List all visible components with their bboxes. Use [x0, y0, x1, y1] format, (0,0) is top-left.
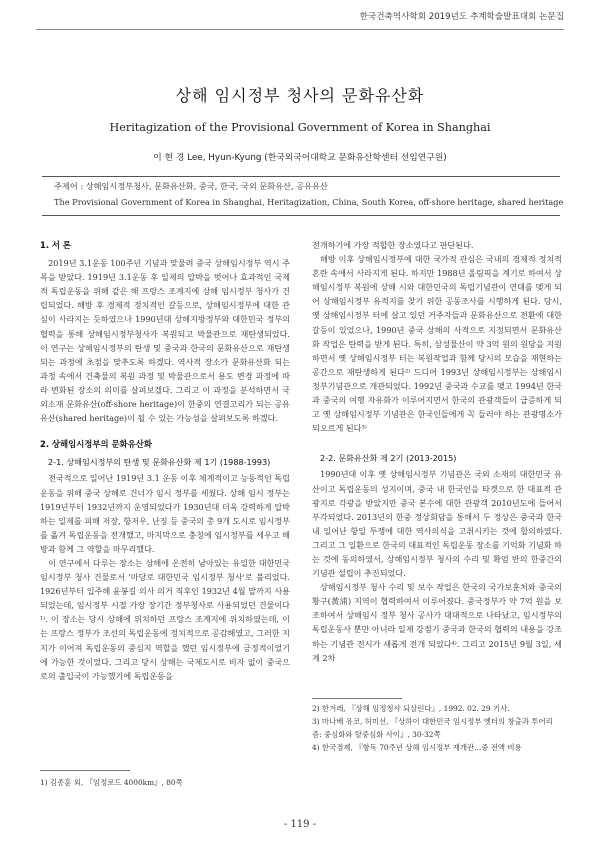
- footnote: 2) 한겨레, 『상해 임정청사 되살린다』, 1992. 02. 29 기사.: [312, 704, 510, 713]
- body-paragraph: 전국적으로 일어난 1919년 3.1 운동 이후 체계적이고 능동적인 독립운동을 위해 중국 상해로 건너가 임시 정부를 세웠다. 상해 임시 정부는 1919년부터 1932년까지 운영되었다가 1930년대 더욱 강력하게 압박하는 일제를 피해 저장, 항저우, 난징 등 중국의 총 9개 도시로 임시정부를 옮겨 독립운동을 전개했고, 마지막으로 충칭에 임시정부를 세우고 해방과 함께 그 역할을 마무리했다.: [40, 473, 290, 554]
- section-heading-intro: 1. 서 론: [40, 240, 72, 250]
- body-paragraph: 이 연구에서 다루는 장소는 상해에 온전히 남아있는 유일한 대한민국 임시정부 청사 건물로서 '마당로 대한민국 임시정부 청사'로 불리었다. 1926년부터 입주해 윤봉길 의사 의거 직후인 1932년 4월 말까지 사용되었는데, 임시정부 시절 가장 장기간 정부청사로 사용되었던 건물이다¹⁾. 이 장소는 당시 상해에 위치하던 프랑스 조계지에 위치하였는데, 이는 프랑스 정부가 조선의 독립운동에 정치적으로 공감해였고, 그러한 지지가 이어져 독립운동의 중심지 역할을 했던 임시정부에 긍정적이었기에 가능한 것이었다. 그리고 당시 상해는 국제도시로 비자 없이 중국으로의 출입국이 가능했기에 독립운동을: [40, 557, 290, 681]
- subsection-heading-2-1: 2-1. 상해임시정부의 탄생 및 문화유산화 제 1기 (1988-1993): [48, 457, 271, 468]
- left-column: [40, 238, 290, 683]
- body-paragraph: 전개하기에 가장 적합한 장소였다고 판단된다.: [312, 240, 474, 250]
- section-heading-heritagization: 2. 상해임시정부의 문화유산화: [40, 439, 152, 450]
- keywords-english: The Provisional Government of Korea in Shanghai, Heritagization, China, South Korea, off-shore heritage, shared heritage: [54, 197, 564, 207]
- footnote: 4) 한국경제, 『항독 70주년 상해 임시정부 재개관...중 전액 비용: [312, 743, 522, 752]
- subsection-heading-2-2: 2-2. 문화유산화 제 2기 (2013-2015): [320, 453, 457, 464]
- body-paragraph: 해방 이후 상해임시정부에 대한 국가적 관심은 국내의 경제적 정치적 혼란 속에서 사라지게 된다. 하지만 1988년 올림픽을 계기로 하여서 상해임시정부 복원에 상해 시와 대한민국의 독립기념관이 연대를 맺게 되어 상해임시정부 유적지를 찾기 위한 공동조사를 시행하게 된다. 당시, 옛 상해임시정부 터에 살고 있던 거주자들과 문화유산으로 전환에 대한 갈등이 있었으나, 1990년 중국 상해의 사적으로 지정되면서 문화유산화 작업은 탄력을 받게 된다. 특히, 삼성물산이 약 3억 원의 원당을 지원하면서 옛 상해임시정부 터는 복원작업과 함께 당시의 모습을 재현하는 공간으로 재탄생하게 된다²⁾ 드디어 1993년 상해임시정부는 상해임시정부기념관으로 개관되었다. 1992년 중국과 수교를 맺고 1994년 한국과 중국의 여행 자유화가 이루어지면서 한국의 관광객들이 급증하게 되고 옛 상해임시정부 기념관은 한국인들에게 꼭 들러야 하는 관광명소가 되오르게 된다³⁾: [312, 254, 562, 434]
- running-header: [0, 0, 600, 40]
- intro-paragraph: 2019년 3.1운동 100주년 기념과 맞물려 중국 상해임시정부 역시 주목을 받았다. 1919년 3.1운동 후 일제의 압박을 벗어나 효과적인 국제적 독립운동을 위해 같은 해 프랑스 조계지에 상해 임시정부 청사가 건립되었다. 해방 후 경제적 정치적인 갈등으로, 상해임시정부에 대한 관심이 사라지는 듯하였으나 1990년대 상해지방정부와 대한민국 정부의 협력을 통해 상해임시정부청사가 복원되고 박물관으로 재탄생되었다. 이 연구는 상해임시정부의 탄생 및 중국과 한국의 문화유산으로 재탄생되는 과정에 초점을 맞추도록 하겠다. 역사적 장소가 문화유산화 되는 과정 속에서 건축물의 복원 과정 및 박물관으로서 용도 변경 과정에 따라 변화된 장소의 의미를 살펴보겠다. 그리고 이 과정을 분석하면서 국외소재 문화유산(off-shore heritage)이 한중의 연결고리가 되는 공유유산(shared heritage)이 될 수 있는 가능성을 살펴보도록 하겠다.: [40, 258, 290, 424]
- body-paragraph: 상해임시정부 청사 수리 및 보수 작업은 한국의 국가보훈처와 중국의 황구(黃浦) 지역이 협력하여서 이루어졌다. 중국정부가 약 7억 원을 보조하여서 상해임시 정부 청사 공사가 대대적으로 나타났고, 임시정부의 독립운동사 뿐만 아니라 일제 강점기 중국과 한국의 협력의 내용을 강조하는 기념관 전시가 새롭게 전개 되었다⁴⁾. 그리고 2015년 9월 3일, 세계 2차: [312, 582, 562, 663]
- footnote-rule: [312, 698, 402, 699]
- footnote: 1) 김종훈 외, 『임정로드 4000km』, 80쪽: [40, 778, 183, 787]
- body-paragraph: 1990년대 이후 옛 상해임시정부 기념관은 국외 소재의 대한민국 유산이고 독립운동의 성지이며, 중국 내 한국인을 타겟으로 한 대표적 관광지로 각광을 받았지만 중국 본수에 대한 관광객 2010년도에 들어서 부각되었다. 2013년의 한중 정상회담을 통해서 두 정상은 중국과 한국 내 일어난 항일 투쟁에 대한 역사의식을 고취시키는 것에 합의하였다. 그리고 그 일환으로 한국의 대표적인 독립운동 장소를 기억화 기념화 하는 것에 동의하였서, 상해임시정부 청사의 수리 및 확엄 반의 한중간의 기념관 설립이 추진되었다.: [312, 469, 562, 579]
- paper-subtitle: Heritagization of the Provisional Government of Korea in Shanghai: [109, 121, 491, 134]
- header-rule: [36, 29, 564, 30]
- footnote: 3) 마나베 유코, 허미선, 『상하이 대한민국 임시정부 옛터의 창출과 투어리즘: 중심화와 탈중심화 사이』, 30-32쪽: [312, 717, 553, 739]
- page-number: - 119 -: [283, 819, 317, 830]
- right-column: [312, 238, 562, 665]
- keywords-box: [42, 176, 564, 216]
- footnotes-right: [312, 702, 562, 754]
- keywords-korean: 주제어 : 상해임시정부청사, 문화유산화, 중국, 한국, 국외 문화유산, 공유유산: [54, 181, 328, 191]
- author-line: 이 현 경 Lee, Hyun-Kyung (한국외국어대학교 문화유산학센터 선임연구원): [153, 153, 447, 163]
- running-title: 한국건축역사학회 2019년도 추계학술발표대회 논문집: [359, 12, 564, 22]
- footnote-rule: [40, 770, 130, 771]
- footnotes-left: [40, 776, 290, 789]
- paper-title: 상해 임시정부 청사의 문화유산화: [175, 86, 425, 105]
